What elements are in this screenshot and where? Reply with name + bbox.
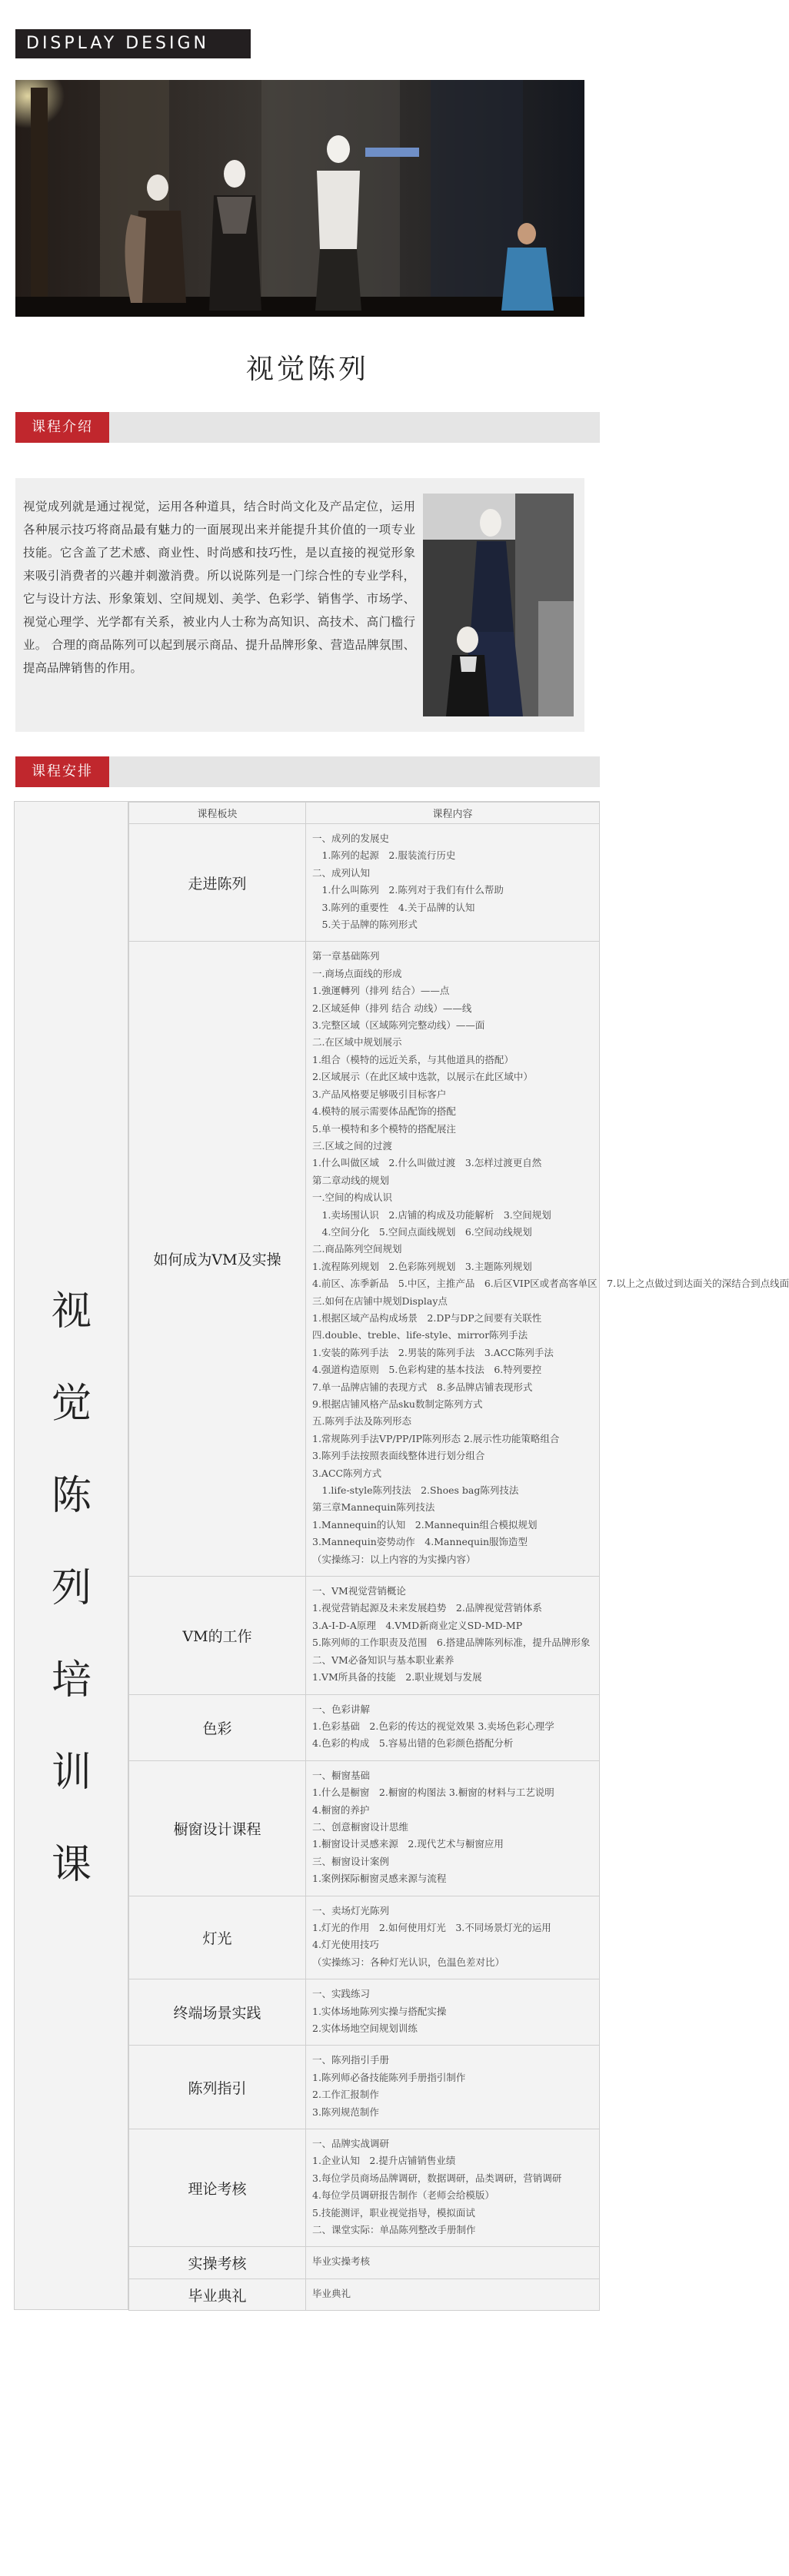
content-line: 4.灯光使用技巧 [312, 1939, 379, 1951]
content-line: 5.陈列师的工作职责及范围 6.搭建品牌陈列标准，提升品牌形象 [312, 1637, 591, 1649]
content-cell [306, 1896, 600, 1979]
content-cell [306, 942, 789, 1577]
vertical-title-char: 陈 [51, 1473, 92, 1519]
content-line: 1.什么叫陈列 2.陈列对于我们有什么帮助 [312, 884, 504, 896]
content-line: 1.灯光的作用 2.如何使用灯光 3.不同场景灯光的运用 [312, 1921, 551, 1933]
content-line: 三.区域之间的过渡 [312, 1139, 392, 1152]
table-row [129, 2129, 600, 2247]
content-line: 二.商品陈列空间规划 [312, 1243, 402, 1255]
content-cell [306, 1760, 600, 1896]
page-title: 视觉陈列 [245, 354, 369, 385]
content-line: 5.关于品牌的陈列形式 [312, 919, 418, 931]
module-cell: 走进陈列 [129, 824, 306, 942]
content-line: 3.完整区域（区域陈列完整动线）——面 [312, 1019, 485, 1032]
content-line: 毕业典礼 [312, 2287, 351, 2299]
content-line: 1.life-style陈列技法 2.Shoes bag陈列技法 [312, 1484, 519, 1497]
content-line: 4.模特的展示需要体品配饰的搭配 [312, 1105, 456, 1118]
module-cell: 陈列指引 [129, 2046, 306, 2129]
content-line: 一、成列的发展史 [312, 833, 390, 844]
content-line: 3.ACC陈列方式 [312, 1467, 382, 1479]
module-cell: 实操考核 [129, 2247, 306, 2279]
module-cell: 终端场景实践 [129, 1979, 306, 2046]
vertical-title-char: 课 [51, 1842, 92, 1888]
content-line: （实操练习：以上内容的为实操内容） [312, 1553, 476, 1565]
content-cell [306, 1577, 600, 1694]
intro-photo [423, 494, 574, 716]
intro-box [15, 478, 584, 732]
content-cell [306, 2247, 600, 2279]
content-line: 1.视觉营销起源及未来发展趋势 2.品牌视觉营销体系 [312, 1602, 542, 1614]
content-line: 5.单一模特和多个模特的搭配展注 [312, 1122, 456, 1135]
section-tag-schedule: 课程安排 [15, 756, 109, 787]
vertical-title-char: 列 [51, 1565, 92, 1611]
table-row [129, 1694, 600, 1760]
content-line: 1.陈列师必备技能陈列手册指引制作 [312, 2071, 466, 2083]
content-line: 3.陈列规范制作 [312, 2106, 379, 2118]
content-cell [306, 2129, 600, 2247]
content-line: 3.产品风格要足够吸引目标客户 [312, 1088, 447, 1100]
vertical-title-char: 视 [51, 1288, 92, 1335]
header-title-bar [15, 29, 251, 58]
content-cell [306, 2279, 600, 2310]
content-line: 三、橱窗设计案例 [312, 1855, 390, 1867]
table-row [129, 2279, 600, 2310]
content-line: 3.A-I-D-A原理 4.VMD新商业定义SD-MD-MP [312, 1619, 523, 1631]
hero-photo [15, 80, 584, 317]
table-row [129, 1760, 600, 1896]
table-header-row [129, 803, 600, 824]
content-line: 毕业实操考核 [312, 2255, 371, 2268]
content-line: 一、色彩讲解 [312, 1703, 371, 1715]
content-line: 二、成列认知 [312, 866, 371, 879]
content-line: 1.安装的陈列手法 2.男装的陈列手法 3.ACC陈列手法 [312, 1346, 554, 1358]
col-module-header: 课程板块 [129, 803, 306, 824]
content-line: 第一章基础陈列 [312, 950, 380, 962]
section-tag-intro: 课程介绍 [15, 412, 109, 443]
vertical-title-char: 觉 [51, 1381, 92, 1427]
content-line: 3.陈列手法按照表面线整体进行划分组合 [312, 1450, 485, 1462]
content-line: 四.double、treble、life-style、mirror陈列手法 [312, 1329, 528, 1341]
content-line: 二、创意橱窗设计思维 [312, 1820, 409, 1833]
content-line: 3.Mannequin姿势动作 4.Mannequin服饰造型 [312, 1536, 528, 1548]
vertical-title-char: 培 [51, 1657, 92, 1703]
content-cell [306, 2046, 600, 2129]
intro-text: 视觉成列就是通过视觉，运用各种道具，结合时尚文化及产品定位，运用各种展示技巧将商品最有魅力的一面展现出来并能提升其价值的一项专业技能。它含盖了艺术感、商业性、时尚感和技巧性，是以直接的视觉形象来吸引消费者的兴趣并刺激消费。所以说陈列是一门综合性的专业学科，它与设计方法、形象策划、空间规划、美学、色彩学、销售学、市场学、视觉心理学、光学都有关系，被业内人士称为高知识、高技术、高门槛行业。 合理的商品陈列可以起到展示商品、提升品牌形象、营造品牌氛围、提高品牌销售的作用。 [23, 500, 415, 675]
col-content-header: 课程内容 [306, 803, 600, 824]
module-cell: 毕业典礼 [129, 2279, 306, 2310]
content-line: 1.根据区域产品构成场景 2.DP与DP之间要有关联性 [312, 1311, 542, 1324]
content-line: 2.工作汇报制作 [312, 2089, 379, 2101]
content-line: 一、实践练习 [312, 1988, 371, 2000]
content-line: 3.每位学员商场品牌调研，数据调研，品类调研，营销调研 [312, 2172, 562, 2184]
content-line: 二、课堂实际：单品陈列整改手册制作 [312, 2224, 476, 2236]
content-line: 五.陈列手法及陈列形态 [312, 1415, 411, 1428]
content-line: 1.实体场地陈列实操与搭配实操 [312, 2005, 447, 2017]
content-line: 一、橱窗基础 [312, 1769, 371, 1781]
table-row [129, 824, 600, 942]
content-line: 1.什么是橱窗 2.橱窗的构图法 3.橱窗的材料与工艺说明 [312, 1787, 554, 1799]
content-line: 4.每位学员调研报告制作（老师会给模版） [312, 2189, 494, 2202]
content-line: 1.案例探际橱窗灵感来源与流程 [312, 1873, 447, 1885]
table-row [129, 2247, 600, 2279]
content-line: 3.陈列的重要性 4.关于品牌的认知 [312, 901, 475, 913]
table-row [129, 2046, 600, 2129]
content-line: 二.在区域中规划展示 [312, 1036, 402, 1049]
content-line: 一、VM视觉营销概论 [312, 1585, 406, 1597]
content-line: 一、卖场灯光陈列 [312, 1904, 390, 1916]
schedule-table [14, 801, 789, 2310]
content-line: 1.陈列的起源 2.服装流行历史 [312, 849, 456, 862]
module-cell: VM的工作 [129, 1577, 306, 1694]
content-line: 一.空间的构成认识 [312, 1192, 392, 1204]
content-line: 1.企业认知 2.提升店铺销售业绩 [312, 2155, 456, 2167]
content-line: 4.强道构造原则 5.色彩构建的基本技法 6.特列要控 [312, 1364, 542, 1376]
content-line: 2.区域展示（在此区域中选款，以展示在此区域中） [312, 1071, 533, 1083]
content-line: 4.橱窗的养护 [312, 1803, 370, 1816]
intro-mannequin-illustration [423, 494, 574, 716]
table-row [129, 1979, 600, 2046]
table-row [129, 1577, 600, 1694]
content-line: 一.商场点面线的形成 [312, 967, 402, 979]
section-bar-intro [15, 412, 600, 443]
header-title: DISPLAY DESIGN [26, 34, 209, 53]
content-line: 4.前区、冻季新品 5.中区，主推产品 6.后区VIP区或者高客单区 7.以上之点做过到达面关的深结合到点线面 [312, 1278, 789, 1290]
content-line: 2.实体场地空间规划训练 [312, 2023, 418, 2034]
content-line: 第三章Mannequin陈列技法 [312, 1501, 435, 1514]
content-line: 一、陈列指引手册 [312, 2054, 390, 2066]
content-line: 1.常规陈列手法VP/PP/IP陈列形态 2.展示性功能策略组合 [312, 1432, 560, 1444]
content-line: （实操练习：各种灯光认识，色温色差对比） [312, 1956, 505, 1968]
content-line: 1.橱窗设计灵感来源 2.现代艺术与橱窗应用 [312, 1838, 504, 1850]
vertical-title [15, 802, 128, 2309]
content-line: 1.卖场围认识 2.店铺的构成及功能解析 3.空间规划 [312, 1208, 551, 1221]
content-line: 第二章动线的规划 [312, 1174, 390, 1186]
section-bar-schedule [15, 756, 600, 787]
module-cell: 灯光 [129, 1896, 306, 1979]
content-line: 1.VM所具备的技能 2.职业规划与发展 [312, 1671, 482, 1684]
content-line: 1.什么叫做区域 2.什么叫做过渡 3.怎样过渡更自然 [312, 1157, 542, 1169]
content-line: 5.技能测评，职业视觉指导，模拟面试 [312, 2206, 475, 2219]
content-line: 1.Mannequin的认知 2.Mannequin组合模拟规划 [312, 1518, 538, 1531]
vertical-title-char: 训 [51, 1750, 92, 1796]
content-line: 2.区域延伸（排列 结合 动线）——线 [312, 1002, 472, 1014]
content-line: 1.组合（模特的远近关系，与其他道具的搭配） [312, 1053, 514, 1065]
hero-mannequins-illustration [15, 80, 584, 317]
course-table [128, 802, 789, 2311]
table-row [129, 1896, 600, 1979]
module-cell: 理论考核 [129, 2129, 306, 2247]
content-line: 9.根据店铺风格产品sku数制定陈列方式 [312, 1398, 483, 1410]
content-line: 4.色彩的构成 5.容易出错的色彩颜色搭配分析 [312, 1737, 514, 1750]
module-cell: 如何成为VM及实操 [129, 942, 306, 1577]
content-line: 1.流程陈列规划 2.色彩陈列规划 3.主题陈列规划 [312, 1260, 532, 1272]
content-line: 一、品牌实战调研 [312, 2138, 390, 2150]
content-line: 三.如何在店铺中规划Display点 [312, 1295, 448, 1307]
content-line: 1.強運轉列（排列 结合）——点 [312, 985, 450, 997]
content-cell [306, 824, 600, 942]
content-cell [306, 1979, 600, 2046]
module-cell: 色彩 [129, 1694, 306, 1760]
content-line: 二、VM必备知识与基本职业素养 [312, 1654, 454, 1666]
module-cell: 橱窗设计课程 [129, 1760, 306, 1896]
content-line: 1.色彩基础 2.色彩的传达的视觉效果 3.卖场色彩心理学 [312, 1720, 554, 1732]
content-line: 4.空间分化 5.空间点面线规划 6.空间动线规划 [312, 1225, 532, 1238]
content-line: 7.单一品牌店铺的表现方式 8.多品牌店铺表现形式 [312, 1381, 533, 1393]
table-row [129, 942, 600, 1577]
content-cell [306, 1694, 600, 1760]
